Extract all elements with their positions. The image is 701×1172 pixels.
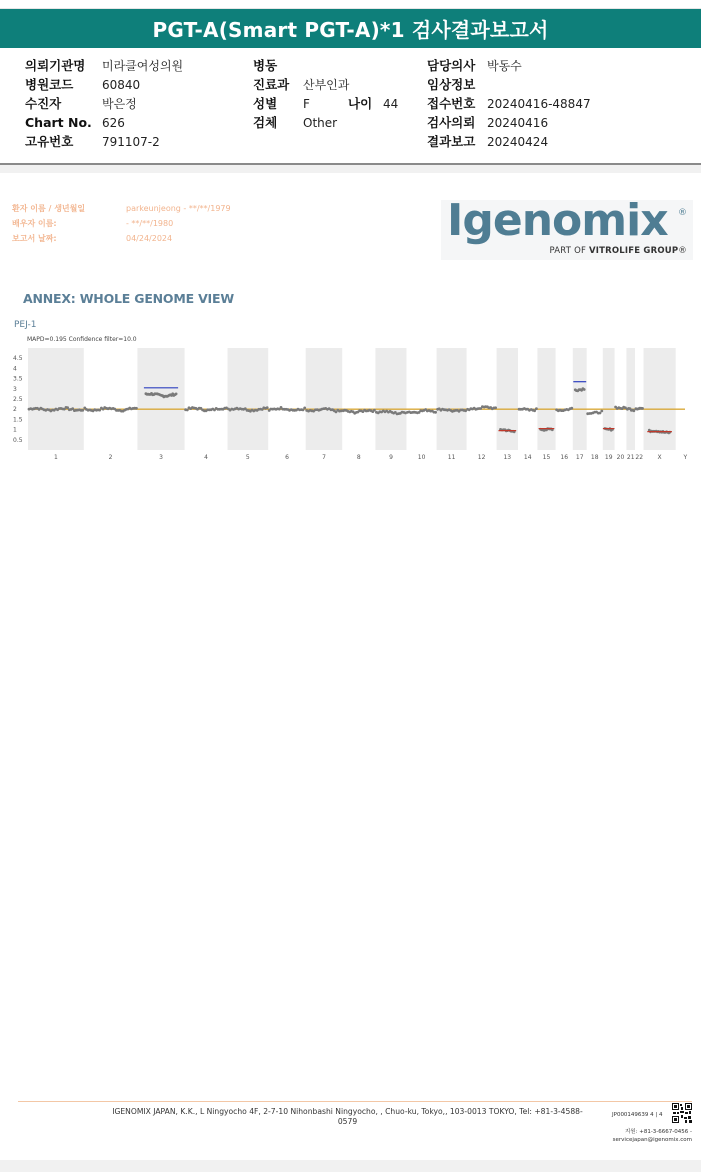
logo-registered-mark: ® bbox=[678, 208, 687, 218]
chromosome-label: 17 bbox=[575, 454, 584, 461]
copy-number-point bbox=[434, 411, 437, 414]
header-row-institution bbox=[25, 56, 183, 75]
chromosome-label: 2 bbox=[108, 454, 113, 461]
report-date-value: 20240424 bbox=[487, 135, 549, 149]
chromosome-label: Y bbox=[683, 454, 688, 461]
qr-code-icon bbox=[672, 1103, 692, 1123]
patient-info-block bbox=[12, 201, 312, 246]
header-row-request-date bbox=[427, 113, 591, 132]
y-tick-label: 4 bbox=[13, 365, 17, 373]
chromosome-label: 9 bbox=[389, 454, 393, 461]
report-date-en-label: 보고서 날짜: bbox=[12, 234, 57, 243]
header-row-specimen bbox=[253, 113, 423, 132]
mapd-label: MAPD=0.195 Confidence filter=10.0 bbox=[27, 336, 137, 343]
chromosome-band bbox=[573, 348, 587, 450]
copy-number-point bbox=[81, 409, 84, 412]
report-date-label: 결과보고 bbox=[427, 134, 476, 149]
receipt-no-label: 접수번호 bbox=[427, 96, 476, 111]
copy-number-point bbox=[535, 407, 538, 410]
copy-number-point bbox=[175, 393, 178, 396]
copy-number-point bbox=[600, 410, 603, 413]
ward-label: 병동 bbox=[253, 58, 278, 73]
header-row-doctor bbox=[427, 56, 591, 75]
chromosome-label: 10 bbox=[417, 454, 426, 461]
y-tick-label: 2.5 bbox=[13, 396, 23, 403]
chromosome-band bbox=[437, 348, 467, 450]
copy-number-point bbox=[633, 409, 636, 412]
chromosome-band bbox=[375, 348, 406, 450]
header-row-patient bbox=[25, 94, 183, 113]
chart-no-value: 626 bbox=[102, 116, 125, 130]
chromosome-band bbox=[626, 348, 635, 450]
unique-id-value: 791107-2 bbox=[102, 135, 160, 149]
y-tick-label: 4.5 bbox=[13, 355, 23, 363]
age-value: 44 bbox=[383, 97, 399, 111]
y-tick-label: 1 bbox=[13, 426, 17, 434]
chromosome-label: 15 bbox=[542, 454, 551, 461]
y-tick-label: 2 bbox=[13, 406, 17, 414]
sex-label: 성별 bbox=[253, 96, 278, 111]
hospital-code-value: 60840 bbox=[102, 78, 141, 92]
partner-name-label: 배우자 이름: bbox=[12, 219, 57, 228]
chromosome-band bbox=[228, 348, 269, 450]
copy-number-point bbox=[494, 406, 497, 409]
header-row-clinical-info bbox=[427, 75, 591, 94]
y-tick-label: 1.5 bbox=[13, 416, 23, 424]
doctor-label: 담당의사 bbox=[427, 58, 476, 73]
header-row-chart-no bbox=[25, 113, 183, 132]
age-label: 나이 bbox=[348, 96, 373, 111]
copy-number-point bbox=[303, 407, 306, 410]
request-date-label: 검사의뢰 bbox=[427, 115, 476, 130]
logo-subtitle-brand: VITROLIFE GROUP bbox=[588, 246, 679, 256]
footer-phone: 지원: +81-3-6667-0456 - bbox=[624, 1129, 692, 1135]
chromosome-label: 18 bbox=[590, 454, 599, 461]
genome-chart-container bbox=[0, 318, 701, 468]
partner-name-row bbox=[12, 216, 312, 231]
chromosome-label: 21 bbox=[626, 454, 635, 461]
report-date-row bbox=[12, 231, 312, 246]
logo-subtitle bbox=[549, 246, 687, 256]
copy-number-point bbox=[373, 409, 376, 412]
header-row-report-date bbox=[427, 132, 591, 151]
footer-divider bbox=[18, 1101, 692, 1102]
copy-number-point bbox=[583, 388, 586, 391]
header-row-dept bbox=[253, 75, 423, 94]
dept-value: 산부인과 bbox=[303, 78, 350, 92]
dept-label: 진료과 bbox=[253, 77, 290, 92]
chromosome-band bbox=[644, 348, 676, 450]
footer-email: servicejapan@igenomix.com bbox=[612, 1137, 692, 1143]
page-bottom-band bbox=[0, 1160, 701, 1172]
sample-id: PEJ-1 bbox=[14, 320, 37, 330]
chromosome-label: 7 bbox=[322, 454, 326, 461]
report-header bbox=[0, 48, 701, 163]
chromosome-label: X bbox=[657, 454, 662, 461]
chromosome-band bbox=[306, 348, 343, 450]
chart-no-label: Chart No. bbox=[25, 115, 92, 130]
clinical-info-label: 임상정보 bbox=[427, 77, 476, 92]
chromosome-label: 11 bbox=[447, 454, 456, 461]
specimen-value: Other bbox=[303, 116, 338, 130]
y-tick-label: 0.5 bbox=[13, 436, 23, 444]
chromosome-label: 1 bbox=[53, 454, 58, 461]
patient-name-value: parkeunjeong - **/**/1979 bbox=[126, 204, 231, 213]
header-column-institution bbox=[25, 56, 183, 151]
chromosome-band bbox=[137, 348, 184, 450]
patient-name-row bbox=[12, 201, 312, 216]
copy-number-point bbox=[641, 407, 644, 410]
institution-label: 의뢰기관명 bbox=[25, 58, 86, 73]
chromosome-label: 4 bbox=[204, 454, 208, 461]
chromosome-label: 12 bbox=[477, 454, 486, 461]
header-row-sex-age bbox=[253, 94, 423, 113]
specimen-label: 검체 bbox=[253, 115, 278, 130]
chromosome-label: 5 bbox=[245, 454, 250, 461]
footer-document-code: JP000149639 4 | 4 bbox=[612, 1112, 663, 1118]
chromosome-label: 22 bbox=[635, 454, 644, 461]
patient-name-label: 환자 이름 / 생년월일 bbox=[12, 204, 86, 213]
logo-subtitle-prefix: PART OF bbox=[549, 246, 589, 256]
report-title: PGT-A(Smart PGT-A)*1 검사결과보고서 bbox=[0, 8, 701, 48]
header-row-hospital-code bbox=[25, 75, 183, 94]
receipt-no-value: 20240416-48847 bbox=[487, 97, 591, 111]
logo-subtitle-reg: ® bbox=[678, 246, 687, 256]
chromosome-band bbox=[497, 348, 518, 450]
header-column-clinical bbox=[253, 56, 423, 132]
institution-value: 미라클여성의원 bbox=[102, 59, 184, 73]
logo-wordmark: Igenomix bbox=[447, 195, 668, 246]
chromosome-band bbox=[603, 348, 615, 450]
partner-name-value: - **/**/1980 bbox=[126, 219, 174, 228]
chromosome-label: 3 bbox=[159, 454, 163, 461]
chromosome-label: 16 bbox=[560, 454, 569, 461]
copy-number-point bbox=[135, 407, 138, 410]
chromosome-label: 20 bbox=[616, 454, 625, 461]
y-tick-label: 3.5 bbox=[13, 375, 23, 383]
patient-label: 수진자 bbox=[25, 96, 62, 111]
chromosome-band bbox=[28, 348, 84, 450]
copy-number-point bbox=[186, 409, 189, 412]
report-date-en-value: 04/24/2024 bbox=[126, 234, 173, 243]
chromosome-label: 19 bbox=[604, 454, 613, 461]
chromosome-label: 6 bbox=[285, 454, 289, 461]
annex-title: ANNEX: WHOLE GENOME VIEW bbox=[23, 291, 234, 306]
chromosome-label: 8 bbox=[356, 454, 361, 461]
sex-value: F bbox=[303, 97, 310, 111]
chromosome-label: 14 bbox=[523, 454, 532, 461]
igenomix-logo bbox=[441, 195, 693, 260]
footer-address: IGENOMIX JAPAN, K.K., L Ningyocho 4F, 2-7-10 Nihonbashi Ningyocho, , Chuo-ku, Tokyo,, 103-0013 TOKYO, Tel: +81-3-4588-0579 bbox=[112, 1107, 583, 1126]
unique-id-label: 고유번호 bbox=[25, 134, 74, 149]
copy-number-point bbox=[266, 406, 269, 409]
hospital-code-label: 병원코드 bbox=[25, 77, 74, 92]
header-row-unique-id bbox=[25, 132, 183, 151]
patient-value: 박은정 bbox=[102, 97, 137, 111]
doctor-value: 박동수 bbox=[487, 59, 522, 73]
y-tick-label: 3 bbox=[13, 385, 17, 393]
request-date-value: 20240416 bbox=[487, 116, 549, 130]
header-row-ward bbox=[253, 56, 423, 75]
footer-contact bbox=[600, 1128, 692, 1144]
header-row-receipt-no bbox=[427, 94, 591, 113]
chromosome-band bbox=[537, 348, 555, 450]
header-column-report bbox=[427, 56, 591, 151]
chromosome-label: 13 bbox=[503, 454, 512, 461]
copy-number-point bbox=[570, 407, 573, 410]
page-separator bbox=[0, 165, 701, 173]
